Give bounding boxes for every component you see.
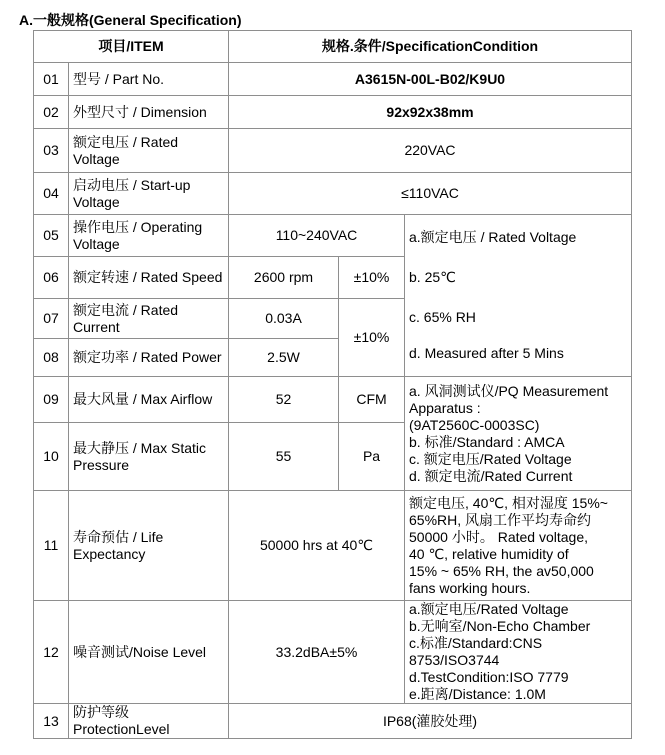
life-note-line: 15% ~ 65% RH, the av50,000 bbox=[409, 562, 594, 579]
table-row bbox=[34, 129, 632, 173]
spec-table bbox=[33, 30, 632, 739]
row-number: 12 bbox=[34, 601, 69, 704]
rated-current-value: 0.03A bbox=[229, 299, 339, 339]
test-conditions-cell bbox=[405, 215, 632, 377]
condition-line: d. Measured after 5 Mins bbox=[409, 345, 564, 361]
rated-power-value: 2.5W bbox=[229, 339, 339, 377]
airflow-unit: CFM bbox=[339, 377, 405, 423]
row-label: 型号 / Part No. bbox=[69, 63, 229, 96]
table-row bbox=[34, 491, 632, 601]
apparatus-line: Apparatus : bbox=[409, 399, 481, 416]
row-label: 额定功率 / Rated Power bbox=[69, 339, 229, 377]
protection-level-value: IP68(灌胶处理) bbox=[229, 704, 632, 739]
noise-level-value: 33.2dBA±5% bbox=[229, 601, 405, 704]
rated-speed-value: 2600 rpm bbox=[229, 257, 339, 299]
row-number: 05 bbox=[34, 215, 69, 257]
row-label: 额定电流 / Rated Current bbox=[69, 299, 229, 339]
row-number: 06 bbox=[34, 257, 69, 299]
speed-tolerance: ±10% bbox=[339, 257, 405, 299]
row-number: 02 bbox=[34, 96, 69, 129]
table-row bbox=[34, 377, 632, 423]
noise-note-line: 8753/ISO3744 bbox=[409, 652, 500, 668]
row-number: 04 bbox=[34, 173, 69, 215]
startup-voltage-value: ≤110VAC bbox=[229, 173, 632, 215]
table-row bbox=[34, 704, 632, 739]
row-label: 额定电压 / Rated Voltage bbox=[69, 129, 229, 173]
life-note-line: 65%RH, 风扇工作平均寿命约 bbox=[409, 511, 592, 528]
row-number: 03 bbox=[34, 129, 69, 173]
max-airflow-value: 52 bbox=[229, 377, 339, 423]
operating-voltage-value: 110~240VAC bbox=[229, 215, 405, 257]
part-number-value: A3615N-00L-B02/K9U0 bbox=[229, 63, 632, 96]
dimension-value: 92x92x38mm bbox=[229, 96, 632, 129]
row-number: 10 bbox=[34, 423, 69, 491]
table-row bbox=[34, 63, 632, 96]
noise-note-line: d.TestCondition:ISO 7779 bbox=[409, 669, 569, 685]
row-label: 最大静压 / Max Static Pressure bbox=[69, 423, 229, 491]
condition-line: c. 65% RH bbox=[409, 309, 476, 325]
table-row bbox=[34, 215, 632, 257]
row-label: 噪音测试/Noise Level bbox=[69, 601, 229, 704]
table-row bbox=[34, 96, 632, 129]
max-static-pressure-value: 55 bbox=[229, 423, 339, 491]
apparatus-line: c. 额定电压/Rated Voltage bbox=[409, 450, 572, 467]
row-label: 额定转速 / Rated Speed bbox=[69, 257, 229, 299]
row-number: 09 bbox=[34, 377, 69, 423]
row-label: 操作电压 / Operating Voltage bbox=[69, 215, 229, 257]
table-header-row bbox=[34, 31, 632, 63]
section-title: A.一般规格(General Specification) bbox=[19, 12, 242, 28]
condition-line: b. 25℃ bbox=[409, 269, 456, 285]
apparatus-line: a. 风洞测试仪/PQ Measurement bbox=[409, 382, 609, 399]
noise-note-line: e.距离/Distance: 1.0M bbox=[409, 686, 546, 702]
rated-voltage-value: 220VAC bbox=[229, 129, 632, 173]
life-expectancy-value: 50000 hrs at 40℃ bbox=[229, 491, 405, 601]
row-number: 01 bbox=[34, 63, 69, 96]
header-condition: 规格.条件/SpecificationCondition bbox=[229, 31, 632, 63]
row-number: 07 bbox=[34, 299, 69, 339]
apparatus-line: (9AT2560C-0003SC) bbox=[409, 416, 540, 433]
apparatus-line: d. 额定电流/Rated Current bbox=[409, 467, 573, 484]
row-label: 最大风量 / Max Airflow bbox=[69, 377, 229, 423]
noise-note-line: b.无响室/Non-Echo Chamber bbox=[409, 618, 591, 634]
condition-line: a.额定电压 / Rated Voltage bbox=[409, 229, 577, 245]
table-row bbox=[34, 173, 632, 215]
row-label: 防护等级ProtectionLevel bbox=[69, 704, 229, 739]
row-label: 寿命预估 / Life Expectancy bbox=[69, 491, 229, 601]
apparatus-line: b. 标准/Standard : AMCA bbox=[409, 433, 565, 450]
life-note-line: 40 ℃, relative humidity of bbox=[409, 545, 569, 562]
table-row bbox=[34, 601, 632, 704]
noise-note-cell bbox=[405, 601, 632, 704]
row-number: 13 bbox=[34, 704, 69, 739]
life-note-line: fans working hours. bbox=[409, 579, 531, 596]
life-note-cell bbox=[405, 491, 632, 601]
row-number: 08 bbox=[34, 339, 69, 377]
header-item: 项目/ITEM bbox=[34, 31, 229, 63]
life-note-line: 额定电压, 40℃, 相对湿度 15%~ bbox=[409, 494, 608, 511]
noise-note-line: c.标准/Standard:CNS bbox=[409, 635, 543, 651]
row-label: 外型尺寸 / Dimension bbox=[69, 96, 229, 129]
noise-note-line: a.额定电压/Rated Voltage bbox=[409, 601, 569, 617]
life-note-line: 50000 小时。 Rated voltage, bbox=[409, 528, 588, 545]
row-label: 启动电压 / Start-up Voltage bbox=[69, 173, 229, 215]
row-number: 11 bbox=[34, 491, 69, 601]
current-power-tolerance: ±10% bbox=[339, 299, 405, 377]
apparatus-cell bbox=[405, 377, 632, 491]
pressure-unit: Pa bbox=[339, 423, 405, 491]
